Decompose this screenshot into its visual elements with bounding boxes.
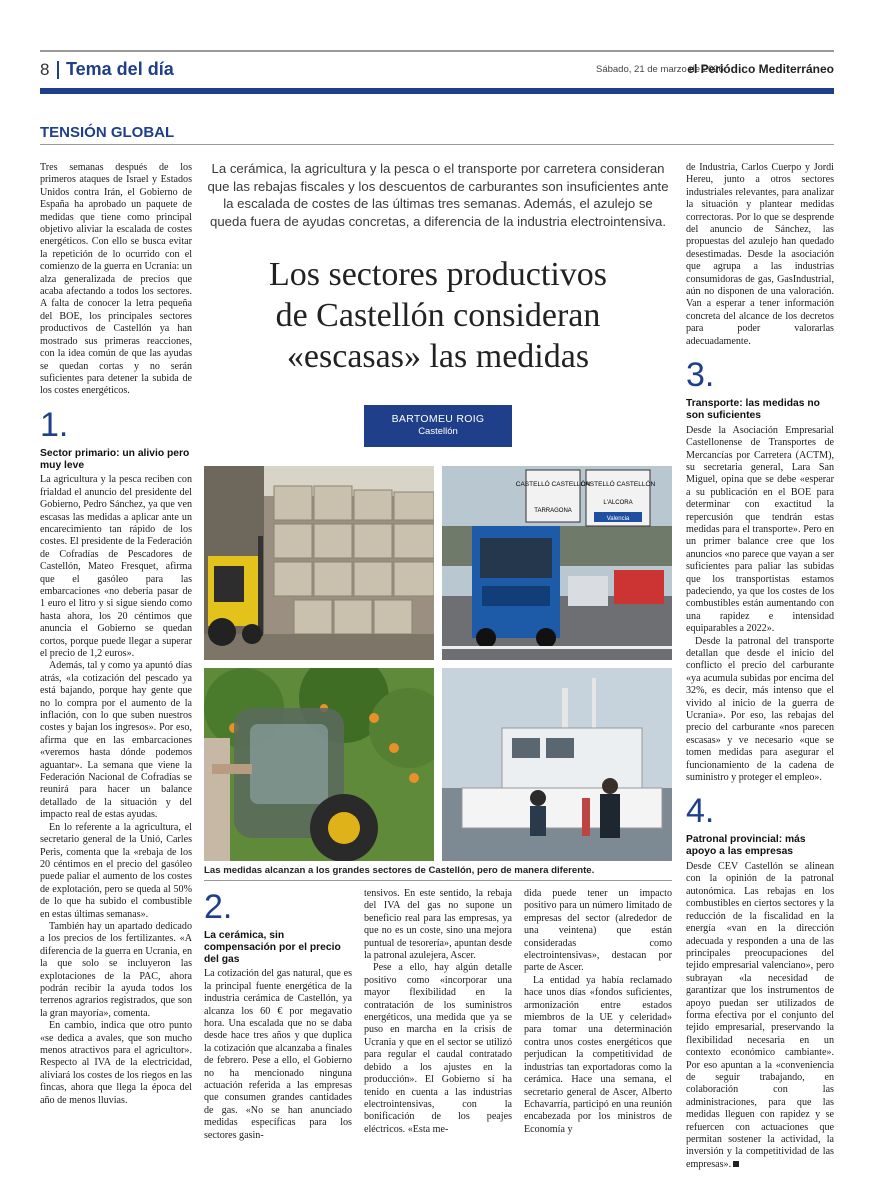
paragraph: de Industria, Carlos Cuerpo y Jordi Hereu, junto a otros sectores industriales relevantes, para analizar la situación y plantear medidas correctoras. Por lo que se desprende del anuncio de Sánchez, las propuestas del azulejo han quedado desestimadas. Desde la asociación que agrupa a las industrias consumidoras de gas, GasIndustrial, aún no disponen de una valoración. Van a esperar a tener información concreta del alcance de los decretos para poder valorarlas adecuadamente.: [686, 162, 834, 347]
paragraph: En cambio, indica que otro punto «se dedica a avales, que son mucho menos atractivos para el agricultor». Respecto al IVA de la electricidad, aliviará los costes de los riegos en las fincas, ahora que llega la época del año de menos lluvias.: [40, 1020, 192, 1106]
road-sign-text: CASTELLÓ CASTELLÓN: [515, 481, 591, 488]
headline-line: de Castellón consideran: [275, 297, 601, 334]
paragraph: [686, 861, 834, 1171]
paragraph: La entidad ya había reclamado hace unos días «fondos suficientes, armonización entre estados miembros de la UE y celeridad» para tomar una determinación contra unos costes energéticos que perjudican la competitividad de industrias tan exportadoras como la cerámica. Hace una semana, el secretario general de Ascer, Alberto Echavarría, participó en una reunión encabezada por los ministros de Economía y: [524, 974, 672, 1135]
caption-rule: [204, 880, 672, 881]
road-sign-text: TARRAGONA: [534, 508, 572, 514]
headline: [204, 254, 672, 377]
column-2: [204, 888, 352, 1142]
road-sign-text: L'ALCORA: [603, 500, 633, 506]
column-3: [364, 888, 512, 1136]
section-number-1: 1.: [40, 405, 69, 444]
photo-orchard-tractor: [204, 668, 434, 861]
issue-date: Sábado, 21 de marzo de 2026: [596, 64, 724, 75]
photo-fishing-boat: [442, 668, 672, 861]
paragraph: En lo referente a la agricultura, el secretario general de la Unió, Carles Peris, comenta que la «rebaja de los 20 céntimos en el precio del gasóleo puede paliar el aumento de los costes de explotación, pero se queda al 50% de lo que ha subido el combustible en estas últimas semanas».: [40, 821, 192, 920]
photo-caption: Las medidas alcanzan a los grandes sectores de Castellón, pero de manera diferente.: [204, 865, 595, 876]
final-paragraph-text: Desde CEV Castellón se alinean con la opinión de la patronal autonómica. Las rebajas en los combustibles en ciertos sectores y la reducción de la fiscalidad en la energía «van en la dirección adecuada y responden a una de las principales preocupaciones del tejido empresarial valenciano», pero subrayan «la necesidad de garantizar que los instrumentos de apoyo puedan ser utilizados de forma efectiva por el conjunto del tejido empresarial, preservando la flexibilidad necesaria en un contexto económico cambiante». Por eso apuntan a la «conveniencia de seguir trabajando, en colaboración con las administraciones, para que las medidas lleguen con rapidez y se refuercen con actuaciones que permitan sostener la actividad, la inversión y la competitividad de las empresas».: [686, 861, 834, 1170]
header-separator: [57, 61, 59, 79]
intro-paragraph: Tres semanas después de los primeros ataques de Israel y Estados Unidos contra Irán, el Gobierno de España ha aprobado un paquete de medidas que tiene como principal objetivo aliviar la escalada de costes energéticos. Con ello se busca evitar la repetición de lo ocurrido con el comienzo de la guerra en Ucrania: un alza generalizada de precios que acaba afectando a todos los sectores. A falta de conocer la letra pequeña del BOE, los principales sectores productivos de Castellón ya han mostrado sus primeras reacciones, con la idea común de que las ayudas se quedan cortas y no serán suficientes para detener la subida de los costes energéticos.: [40, 162, 192, 397]
photo-ceramic-warehouse: [204, 466, 434, 660]
kicker: TENSIÓN GLOBAL: [40, 124, 175, 141]
author-city: Castellón: [418, 426, 458, 437]
column-4: [524, 888, 672, 1136]
photo-highway-truck: [442, 466, 672, 660]
headline-line: Los sectores productivos: [268, 256, 608, 293]
paragraph: La cotización del gas natural, que es la principal fuente energética de la industria cerámica de Castellón, ya alcanza los 60 € por megavatio hora. Una escalada que no se daba desde hace tres años y que duplica la cotización que alcanzaba a finales de febrero. Pese a ello, el Gobierno no ha mencionado ninguna actuación referida a las empresas que consumen grandes cantidades de gas. «No se han anunciado medidas específicas para los sectores gasin-: [204, 968, 352, 1141]
subhead-1: Sector primario: un alivio pero muy leve: [40, 447, 190, 471]
header-bar: [40, 88, 834, 94]
paragraph: Además, tal y como ya apuntó días atrás, «la cotización del pescado ya está bajando, porque hay gente que no lo compra por el aumento de la inflación, con lo que suben nuestros costes y bajan los ingresos». Por eso, afirma que en las embarcaciones «veremos hasta dónde podemos aguantar». La semana que viene la Federación Nacional de Cofradías se reunirá para hacer un balance detallado de la situación y del impacto real de estas ayudas.: [40, 660, 192, 821]
section-number-3: 3.: [686, 356, 715, 395]
column-1: [40, 162, 192, 1107]
column-5: [686, 162, 834, 1171]
paragraph: La agricultura y la pesca reciben con frialdad el anuncio del presidente del Gobierno, Pedro Sánchez, ya que ven escasas las medidas a aplicar ante un encarecimiento tan rápido de los costes. El presidente de la Federación de Cofradías de Pescadores de Castellón, Mateo Fresquet, afirma que el gasóleo para las embarcaciones «no debería pasar de 1 euro el litro y si sigue siendo como hasta ahora, los 20 céntimos que anuncia el Gobierno se quedan cortos, porque puede llegar a superar el precio de 1,2 euros».: [40, 474, 192, 659]
paragraph: Desde la Asociación Empresarial Castellonense de Transportes de Mercancías por Carretera (ACTM), su secretaria general, Lara San Miguel, opina que se debe «esperar a su publicación en el BOE para determinar con exactitud la repercusión que tendrán estas medidas para el transporte». Pero en un primer balance cree que los anuncios «no parece que vayan a ser suficientes para paliar las subidas que los transportistas estamos padeciendo, ya que los costes de los combustibles están aumentando con una rapidez e intensidad equiparables a 2022».: [686, 424, 834, 635]
road-sign-text: Valencia: [606, 516, 630, 522]
section-number-4: 4.: [686, 792, 715, 831]
page-header: [40, 58, 834, 82]
subhead-4: Patronal provincial: más apoyo a las empresas: [686, 834, 806, 858]
kicker-rule: [40, 144, 834, 145]
subhead-2: La cerámica, sin compensación por el precio del gas: [204, 930, 341, 965]
headline-line: «escasas» las medidas: [286, 338, 590, 375]
paragraph: También hay un apartado dedicado a los precios de los fertilizantes. «A diferencia de la guerra en Ucrania, en la que solo se incluyeron las explotaciones de la PAC, ahora podrán recibir la ayuda todos los terrenos agrarios registrados, que son la gran mayoría», comenta.: [40, 920, 192, 1019]
top-rule: [40, 50, 834, 52]
subhead-3: Transporte: las medidas no son suficientes: [686, 398, 820, 421]
author-name: BARTOMEU ROIG: [391, 413, 485, 425]
paragraph: tensivos. En este sentido, la rebaja del IVA del gas no supone un beneficio real para las empresas, ya que no es un coste, sino una mejora puntual de tesorería», apuntan desde la patronal azulejera, Ascer.: [364, 888, 512, 962]
paragraph: dida puede tener un impacto positivo para un número limitado de empresas del sector (alrededor de una veintena) que están consideradas como electrointensivas», destacan por parte de Ascer.: [524, 888, 672, 974]
road-sign-text: CASTELLÓ CASTELLÓN: [580, 481, 656, 488]
end-mark-icon: [733, 1161, 739, 1167]
paragraph: Desde la patronal del transporte detallan que desde el inicio del conflicto el precio del carburante «ya acumula subidas por encima del 32%, es decir, más intenso que el vivido al inicio de la guerra de Ucrania». Por eso, las rebajas del precio del carburante «nos parecen escasas» y ve necesario «que se tomen medidas para asegurar el funcionamiento de la cadena de suministro y proteger el empleo».: [686, 635, 834, 784]
paragraph: Pese a ello, hay algún detalle positivo como «incorporar una mayor flexibilidad en la contratación de los suministros energéticos, una medida que ya se puso en marcha en la crisis de Ucrania y que en el sector se utilizó para regular el caudal contratado debido a los ajustes en la producción». El Gobierno sí ha tenido en cuenta a las industrias electrointensivas, con la bonificación de los peajes eléctricos. «Esta me-: [364, 962, 512, 1135]
page-number: 8: [40, 60, 50, 79]
section-title: Tema del día: [66, 59, 174, 79]
lead-text: La cerámica, la agricultura y la pesca o el transporte por carretera consideran que las rebajas fiscales y los descuentos de carburantes son insuficientes ante la escalada de costes de las últimas tres semanas. Además, el azulejo se queda fuera de ayudas concretas, a diferencia de la industria electrointensiva.: [207, 161, 669, 229]
newspaper-name: el Periódico Mediterráneo: [687, 62, 834, 76]
byline-box: [364, 405, 512, 447]
section-number-2: 2.: [204, 888, 233, 926]
